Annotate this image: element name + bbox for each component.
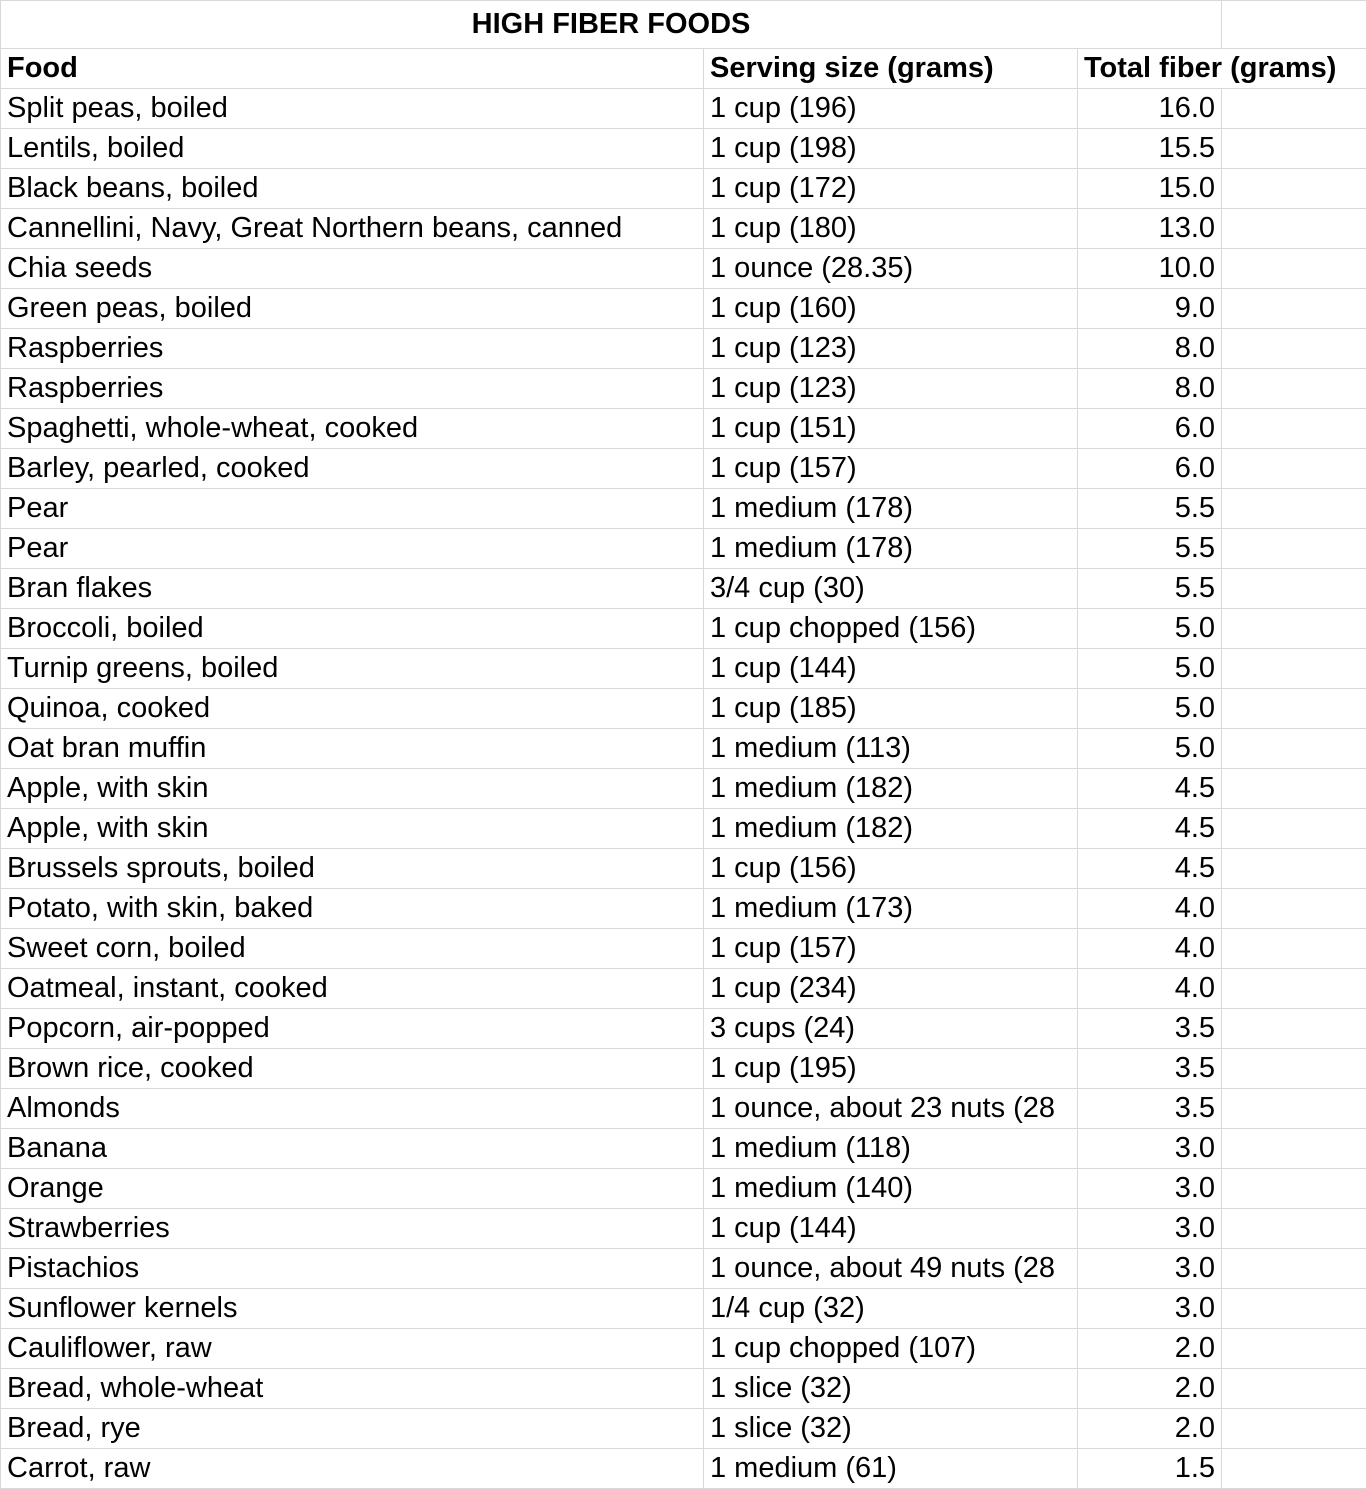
total-fiber-cell[interactable]: 4.0 <box>1078 969 1222 1009</box>
serving-size-cell[interactable]: 1 cup (160) <box>704 289 1078 329</box>
food-cell[interactable]: Popcorn, air-popped <box>1 1009 704 1049</box>
table-row <box>1 1329 1366 1369</box>
serving-size-cell[interactable]: 1 ounce (28.35) <box>704 249 1078 289</box>
serving-size-cell[interactable]: 1 medium (140) <box>704 1169 1078 1209</box>
food-cell[interactable]: Chia seeds <box>1 249 704 289</box>
total-fiber-cell[interactable]: 3.0 <box>1078 1209 1222 1249</box>
food-cell[interactable]: Raspberries <box>1 369 704 409</box>
empty-cell[interactable] <box>1222 1089 1366 1129</box>
total-fiber-cell[interactable]: 4.0 <box>1078 889 1222 929</box>
empty-cell[interactable] <box>1222 129 1366 169</box>
total-fiber-cell[interactable]: 5.0 <box>1078 649 1222 689</box>
food-cell[interactable]: Barley, pearled, cooked <box>1 449 704 489</box>
empty-cell[interactable] <box>1222 1449 1366 1489</box>
header-food[interactable]: Food <box>1 49 704 89</box>
table-row <box>1 1129 1366 1169</box>
empty-cell[interactable] <box>1222 1409 1366 1449</box>
table-row <box>1 369 1366 409</box>
serving-size-cell[interactable]: 1 cup (151) <box>704 409 1078 449</box>
header-total-fiber-label: Total fiber (grams) <box>1084 52 1336 84</box>
total-fiber-cell[interactable]: 4.0 <box>1078 929 1222 969</box>
food-cell[interactable]: Lentils, boiled <box>1 129 704 169</box>
table-row <box>1 809 1366 849</box>
food-cell[interactable]: Raspberries <box>1 329 704 369</box>
serving-size-cell[interactable]: 1 cup (196) <box>704 89 1078 129</box>
empty-cell[interactable] <box>1222 649 1366 689</box>
serving-size-cell[interactable]: 1 cup (156) <box>704 849 1078 889</box>
total-fiber-cell[interactable]: 3.5 <box>1078 1089 1222 1129</box>
food-cell[interactable]: Potato, with skin, baked <box>1 889 704 929</box>
table-row <box>1 1009 1366 1049</box>
total-fiber-cell[interactable]: 3.0 <box>1078 1129 1222 1169</box>
serving-size-cell[interactable]: 1 ounce, about 49 nuts (28 <box>704 1249 1078 1289</box>
serving-size-cell[interactable]: 1/4 cup (32) <box>704 1289 1078 1329</box>
header-total-fiber[interactable] <box>1078 49 1366 89</box>
serving-size-cell[interactable]: 3 cups (24) <box>704 1009 1078 1049</box>
food-cell[interactable]: Carrot, raw <box>1 1449 704 1489</box>
serving-size-cell[interactable]: 1 medium (182) <box>704 809 1078 849</box>
food-cell[interactable]: Brussels sprouts, boiled <box>1 849 704 889</box>
food-cell[interactable]: Brown rice, cooked <box>1 1049 704 1089</box>
empty-cell[interactable] <box>1222 1329 1366 1369</box>
serving-size-cell[interactable]: 1 medium (178) <box>704 529 1078 569</box>
table-row <box>1 1449 1366 1489</box>
total-fiber-cell[interactable]: 3.0 <box>1078 1169 1222 1209</box>
total-fiber-cell[interactable]: 5.5 <box>1078 489 1222 529</box>
serving-size-cell[interactable]: 1 medium (173) <box>704 889 1078 929</box>
empty-cell[interactable] <box>1222 329 1366 369</box>
empty-cell[interactable] <box>1222 889 1366 929</box>
empty-cell[interactable] <box>1222 169 1366 209</box>
serving-size-cell[interactable]: 1 medium (178) <box>704 489 1078 529</box>
food-cell[interactable]: Quinoa, cooked <box>1 689 704 729</box>
table-row <box>1 529 1366 569</box>
table-row <box>1 649 1366 689</box>
serving-size-cell[interactable]: 1 slice (32) <box>704 1369 1078 1409</box>
table-row <box>1 129 1366 169</box>
empty-cell[interactable] <box>1222 929 1366 969</box>
total-fiber-cell[interactable]: 5.0 <box>1078 689 1222 729</box>
total-fiber-cell[interactable]: 9.0 <box>1078 289 1222 329</box>
empty-cell[interactable] <box>1222 569 1366 609</box>
empty-cell[interactable] <box>1222 849 1366 889</box>
total-fiber-cell[interactable]: 6.0 <box>1078 409 1222 449</box>
total-fiber-cell[interactable]: 16.0 <box>1078 89 1222 129</box>
table-row <box>1 849 1366 889</box>
table-row <box>1 1049 1366 1089</box>
sheet-title[interactable]: HIGH FIBER FOODS <box>1 1 1222 49</box>
total-fiber-cell[interactable]: 5.0 <box>1078 729 1222 769</box>
empty-cell[interactable] <box>1222 969 1366 1009</box>
total-fiber-cell[interactable]: 3.0 <box>1078 1289 1222 1329</box>
food-cell[interactable]: Green peas, boiled <box>1 289 704 329</box>
food-cell[interactable]: Pistachios <box>1 1249 704 1289</box>
food-cell[interactable]: Sweet corn, boiled <box>1 929 704 969</box>
table-row <box>1 449 1366 489</box>
empty-cell[interactable] <box>1222 529 1366 569</box>
empty-cell[interactable] <box>1222 249 1366 289</box>
total-fiber-cell[interactable]: 3.0 <box>1078 1249 1222 1289</box>
serving-size-cell[interactable]: 1 cup (123) <box>704 369 1078 409</box>
serving-size-cell[interactable]: 1 slice (32) <box>704 1409 1078 1449</box>
table-row <box>1 329 1366 369</box>
serving-size-cell[interactable]: 1 medium (182) <box>704 769 1078 809</box>
empty-cell[interactable] <box>1222 369 1366 409</box>
food-cell[interactable]: Strawberries <box>1 1209 704 1249</box>
empty-cell[interactable] <box>1222 1 1366 49</box>
total-fiber-cell[interactable]: 4.5 <box>1078 809 1222 849</box>
serving-size-cell[interactable]: 1 cup chopped (156) <box>704 609 1078 649</box>
food-cell[interactable]: Spaghetti, whole-wheat, cooked <box>1 409 704 449</box>
food-cell[interactable]: Banana <box>1 1129 704 1169</box>
food-cell[interactable]: Turnip greens, boiled <box>1 649 704 689</box>
total-fiber-cell[interactable]: 2.0 <box>1078 1409 1222 1449</box>
serving-size-cell[interactable]: 1 medium (61) <box>704 1449 1078 1489</box>
empty-cell[interactable] <box>1222 1129 1366 1169</box>
table-row <box>1 409 1366 449</box>
serving-size-cell[interactable]: 1 cup (157) <box>704 929 1078 969</box>
total-fiber-cell[interactable]: 4.5 <box>1078 849 1222 889</box>
total-fiber-cell[interactable]: 4.5 <box>1078 769 1222 809</box>
header-row <box>1 49 1366 89</box>
header-serving-size[interactable]: Serving size (grams) <box>704 49 1078 89</box>
total-fiber-cell[interactable]: 10.0 <box>1078 249 1222 289</box>
empty-cell[interactable] <box>1222 289 1366 329</box>
table-row <box>1 1369 1366 1409</box>
empty-cell[interactable] <box>1222 1289 1366 1329</box>
food-cell[interactable]: Bran flakes <box>1 569 704 609</box>
empty-cell[interactable] <box>1222 1369 1366 1409</box>
serving-size-cell[interactable]: 1 cup (144) <box>704 1209 1078 1249</box>
table-row <box>1 89 1366 129</box>
table-row <box>1 729 1366 769</box>
table-row <box>1 1089 1366 1129</box>
title-row <box>1 1 1366 49</box>
total-fiber-cell[interactable]: 5.0 <box>1078 609 1222 649</box>
serving-size-cell[interactable]: 1 cup (123) <box>704 329 1078 369</box>
serving-size-cell[interactable]: 1 cup (195) <box>704 1049 1078 1089</box>
total-fiber-cell[interactable]: 8.0 <box>1078 329 1222 369</box>
table-row <box>1 929 1366 969</box>
table-row <box>1 569 1366 609</box>
table-row <box>1 489 1366 529</box>
table-row <box>1 1409 1366 1449</box>
empty-cell[interactable] <box>1222 89 1366 129</box>
total-fiber-cell[interactable]: 13.0 <box>1078 209 1222 249</box>
total-fiber-cell[interactable]: 15.5 <box>1078 129 1222 169</box>
food-cell[interactable]: Pear <box>1 489 704 529</box>
food-cell[interactable]: Apple, with skin <box>1 809 704 849</box>
serving-size-cell[interactable]: 1 cup (144) <box>704 649 1078 689</box>
total-fiber-cell[interactable]: 3.5 <box>1078 1009 1222 1049</box>
total-fiber-cell[interactable]: 5.5 <box>1078 569 1222 609</box>
food-cell[interactable]: Oatmeal, instant, cooked <box>1 969 704 1009</box>
food-cell[interactable]: Bread, rye <box>1 1409 704 1449</box>
food-cell[interactable]: Bread, whole-wheat <box>1 1369 704 1409</box>
empty-cell[interactable] <box>1222 1169 1366 1209</box>
serving-size-cell[interactable]: 1 cup (234) <box>704 969 1078 1009</box>
total-fiber-cell[interactable]: 5.5 <box>1078 529 1222 569</box>
empty-cell[interactable] <box>1222 1209 1366 1249</box>
empty-cell[interactable] <box>1222 209 1366 249</box>
table-row <box>1 249 1366 289</box>
serving-size-cell[interactable]: 1 cup (198) <box>704 129 1078 169</box>
food-cell[interactable]: Cauliflower, raw <box>1 1329 704 1369</box>
table-row <box>1 1289 1366 1329</box>
serving-size-cell[interactable]: 1 medium (113) <box>704 729 1078 769</box>
food-cell[interactable]: Broccoli, boiled <box>1 609 704 649</box>
empty-cell[interactable] <box>1222 1009 1366 1049</box>
empty-cell[interactable] <box>1222 729 1366 769</box>
food-cell[interactable]: Sunflower kernels <box>1 1289 704 1329</box>
table-row <box>1 1169 1366 1209</box>
food-cell[interactable]: Almonds <box>1 1089 704 1129</box>
total-fiber-cell[interactable]: 6.0 <box>1078 449 1222 489</box>
table-row <box>1 289 1366 329</box>
food-cell[interactable]: Black beans, boiled <box>1 169 704 209</box>
empty-cell[interactable] <box>1222 449 1366 489</box>
serving-size-cell[interactable]: 1 ounce, about 23 nuts (28 <box>704 1089 1078 1129</box>
total-fiber-cell[interactable]: 3.5 <box>1078 1049 1222 1089</box>
table-row <box>1 689 1366 729</box>
serving-size-cell[interactable]: 1 cup (185) <box>704 689 1078 729</box>
food-cell[interactable]: Oat bran muffin <box>1 729 704 769</box>
serving-size-cell[interactable]: 3/4 cup (30) <box>704 569 1078 609</box>
food-cell[interactable]: Pear <box>1 529 704 569</box>
table-row <box>1 209 1366 249</box>
empty-cell[interactable] <box>1222 609 1366 649</box>
total-fiber-cell[interactable]: 2.0 <box>1078 1329 1222 1369</box>
table-row <box>1 1249 1366 1289</box>
empty-cell[interactable] <box>1222 1049 1366 1089</box>
table-row <box>1 1209 1366 1249</box>
empty-cell[interactable] <box>1222 809 1366 849</box>
table-row <box>1 169 1366 209</box>
total-fiber-cell[interactable]: 1.5 <box>1078 1449 1222 1489</box>
table-row <box>1 769 1366 809</box>
food-cell[interactable]: Split peas, boiled <box>1 89 704 129</box>
empty-cell[interactable] <box>1222 689 1366 729</box>
empty-cell[interactable] <box>1222 769 1366 809</box>
serving-size-cell[interactable]: 1 cup (157) <box>704 449 1078 489</box>
empty-cell[interactable] <box>1222 409 1366 449</box>
food-cell[interactable]: Orange <box>1 1169 704 1209</box>
serving-size-cell[interactable]: 1 cup chopped (107) <box>704 1329 1078 1369</box>
total-fiber-cell[interactable]: 15.0 <box>1078 169 1222 209</box>
food-cell[interactable]: Apple, with skin <box>1 769 704 809</box>
food-cell[interactable]: Cannellini, Navy, Great Northern beans, canned <box>1 209 704 249</box>
serving-size-cell[interactable]: 1 cup (172) <box>704 169 1078 209</box>
serving-size-cell[interactable]: 1 medium (118) <box>704 1129 1078 1169</box>
table-row <box>1 609 1366 649</box>
total-fiber-cell[interactable]: 2.0 <box>1078 1369 1222 1409</box>
total-fiber-cell[interactable]: 8.0 <box>1078 369 1222 409</box>
table-row <box>1 969 1366 1009</box>
table-row <box>1 889 1366 929</box>
serving-size-cell[interactable]: 1 cup (180) <box>704 209 1078 249</box>
empty-cell[interactable] <box>1222 489 1366 529</box>
empty-cell[interactable] <box>1222 1249 1366 1289</box>
